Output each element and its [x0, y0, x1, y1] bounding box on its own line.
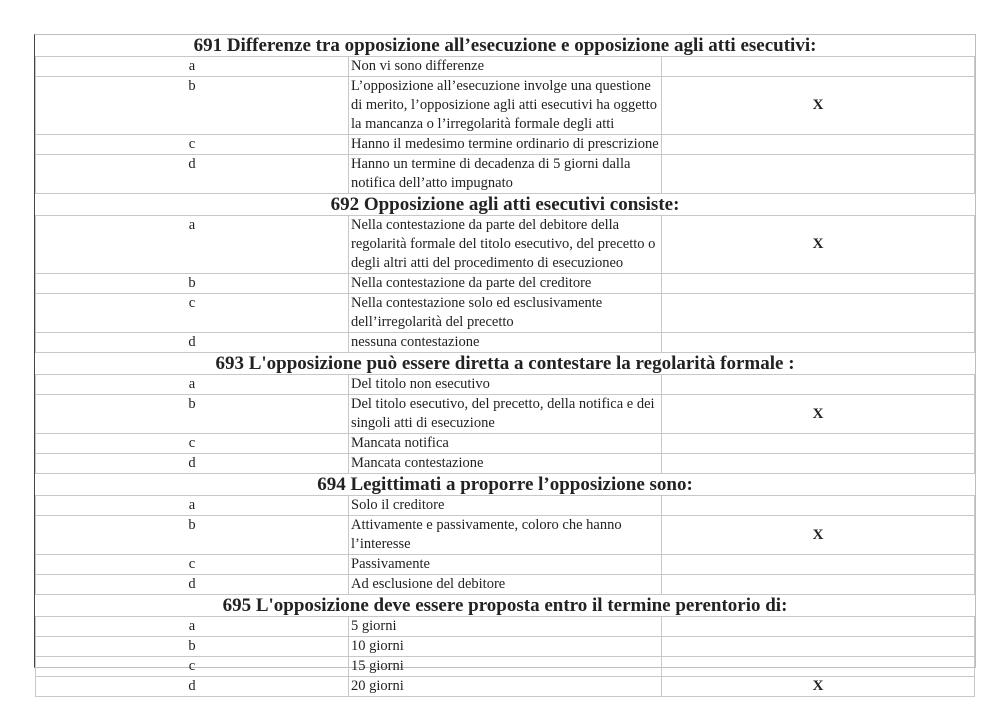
question-header	[36, 474, 975, 496]
question-header	[36, 35, 975, 57]
correct-answer-mark	[662, 135, 975, 155]
answer-letter: c	[36, 555, 349, 575]
answer-text: Del titolo non esecutivo	[349, 375, 662, 395]
answer-letter: c	[36, 657, 349, 677]
correct-answer-mark	[662, 496, 975, 516]
answer-text: Del titolo esecutivo, del precetto, della notifica e dei singoli atti di esecuzione	[349, 395, 662, 434]
correct-answer-mark	[662, 454, 975, 474]
answer-text: nessuna contestazione	[349, 333, 662, 353]
answer-letter: b	[36, 395, 349, 434]
answer-row	[36, 434, 975, 454]
correct-answer-mark: X	[662, 216, 975, 274]
question-title: 691 Differenze tra opposizione all’esecuzione e opposizione agli atti esecutivi:	[36, 35, 975, 57]
question-title: 695 L'opposizione deve essere proposta entro il termine perentorio di:	[36, 595, 975, 617]
answer-row	[36, 395, 975, 434]
answer-text: Solo il creditore	[349, 496, 662, 516]
answer-row	[36, 454, 975, 474]
correct-answer-mark: X	[662, 677, 975, 697]
answer-row	[36, 496, 975, 516]
answer-text: 10 giorni	[349, 637, 662, 657]
correct-answer-mark: X	[662, 77, 975, 135]
answer-letter: d	[36, 677, 349, 697]
answer-row	[36, 333, 975, 353]
answer-letter: c	[36, 434, 349, 454]
answer-letter: b	[36, 637, 349, 657]
question-header	[36, 595, 975, 617]
answer-text: Mancata contestazione	[349, 454, 662, 474]
answer-letter: b	[36, 274, 349, 294]
answer-row	[36, 57, 975, 77]
answer-row	[36, 617, 975, 637]
answer-row	[36, 516, 975, 555]
question-title: 693 L'opposizione può essere diretta a contestare la regolarità formale :	[36, 353, 975, 375]
answer-text: L’opposizione all’esecuzione involge una questione di merito, l’opposizione agli atti esecutivi ha oggetto la mancanza o l’irregolarità formale degli atti	[349, 77, 662, 135]
question-header	[36, 194, 975, 216]
answer-text: Mancata notifica	[349, 434, 662, 454]
answer-text: Hanno un termine di decadenza di 5 giorni dalla notifica dell’atto impugnato	[349, 155, 662, 194]
correct-answer-mark	[662, 333, 975, 353]
answer-text: 20 giorni	[349, 677, 662, 697]
correct-answer-mark	[662, 57, 975, 77]
answer-text: Ad esclusione del debitore	[349, 575, 662, 595]
answer-text: Passivamente	[349, 555, 662, 575]
answer-letter: d	[36, 575, 349, 595]
correct-answer-mark: X	[662, 395, 975, 434]
correct-answer-mark	[662, 434, 975, 454]
correct-answer-mark	[662, 274, 975, 294]
correct-answer-mark	[662, 657, 975, 677]
quiz-sheet	[34, 34, 976, 694]
answer-row	[36, 637, 975, 657]
answer-letter: a	[36, 496, 349, 516]
answer-text: Hanno il medesimo termine ordinario di prescrizione	[349, 135, 662, 155]
question-title: 692 Opposizione agli atti esecutivi consiste:	[36, 194, 975, 216]
answer-text: Attivamente e passivamente, coloro che hanno l’interesse	[349, 516, 662, 555]
answer-row	[36, 274, 975, 294]
quiz-table	[35, 35, 975, 697]
answer-text: Non vi sono differenze	[349, 57, 662, 77]
correct-answer-mark	[662, 375, 975, 395]
correct-answer-mark	[662, 155, 975, 194]
answer-row	[36, 77, 975, 135]
correct-answer-mark	[662, 555, 975, 575]
question-header	[36, 353, 975, 375]
answer-text: 5 giorni	[349, 617, 662, 637]
answer-letter: c	[36, 135, 349, 155]
correct-answer-mark	[662, 637, 975, 657]
answer-row	[36, 155, 975, 194]
answer-text: Nella contestazione da parte del debitore della regolarità formale del titolo esecutivo, del precetto o degli altri atti del procedimento di esecuzioneo	[349, 216, 662, 274]
correct-answer-mark: X	[662, 516, 975, 555]
answer-letter: d	[36, 155, 349, 194]
correct-answer-mark	[662, 617, 975, 637]
answer-text: 15 giorni	[349, 657, 662, 677]
answer-row	[36, 575, 975, 595]
correct-answer-mark	[662, 294, 975, 333]
answer-row	[36, 555, 975, 575]
answer-letter: a	[36, 216, 349, 274]
answer-row	[36, 294, 975, 333]
answer-letter: a	[36, 617, 349, 637]
answer-letter: b	[36, 516, 349, 555]
answer-row	[36, 216, 975, 274]
answer-letter: a	[36, 57, 349, 77]
answer-text: Nella contestazione solo ed esclusivamente dell’irregolarità del precetto	[349, 294, 662, 333]
answer-letter: b	[36, 77, 349, 135]
answer-row	[36, 135, 975, 155]
answer-letter: d	[36, 333, 349, 353]
answer-letter: c	[36, 294, 349, 333]
question-title: 694 Legittimati a proporre l’opposizione sono:	[36, 474, 975, 496]
correct-answer-mark	[662, 575, 975, 595]
answer-letter: d	[36, 454, 349, 474]
answer-row	[36, 375, 975, 395]
answer-letter: a	[36, 375, 349, 395]
answer-text: Nella contestazione da parte del creditore	[349, 274, 662, 294]
answer-row	[36, 657, 975, 677]
answer-row	[36, 677, 975, 697]
